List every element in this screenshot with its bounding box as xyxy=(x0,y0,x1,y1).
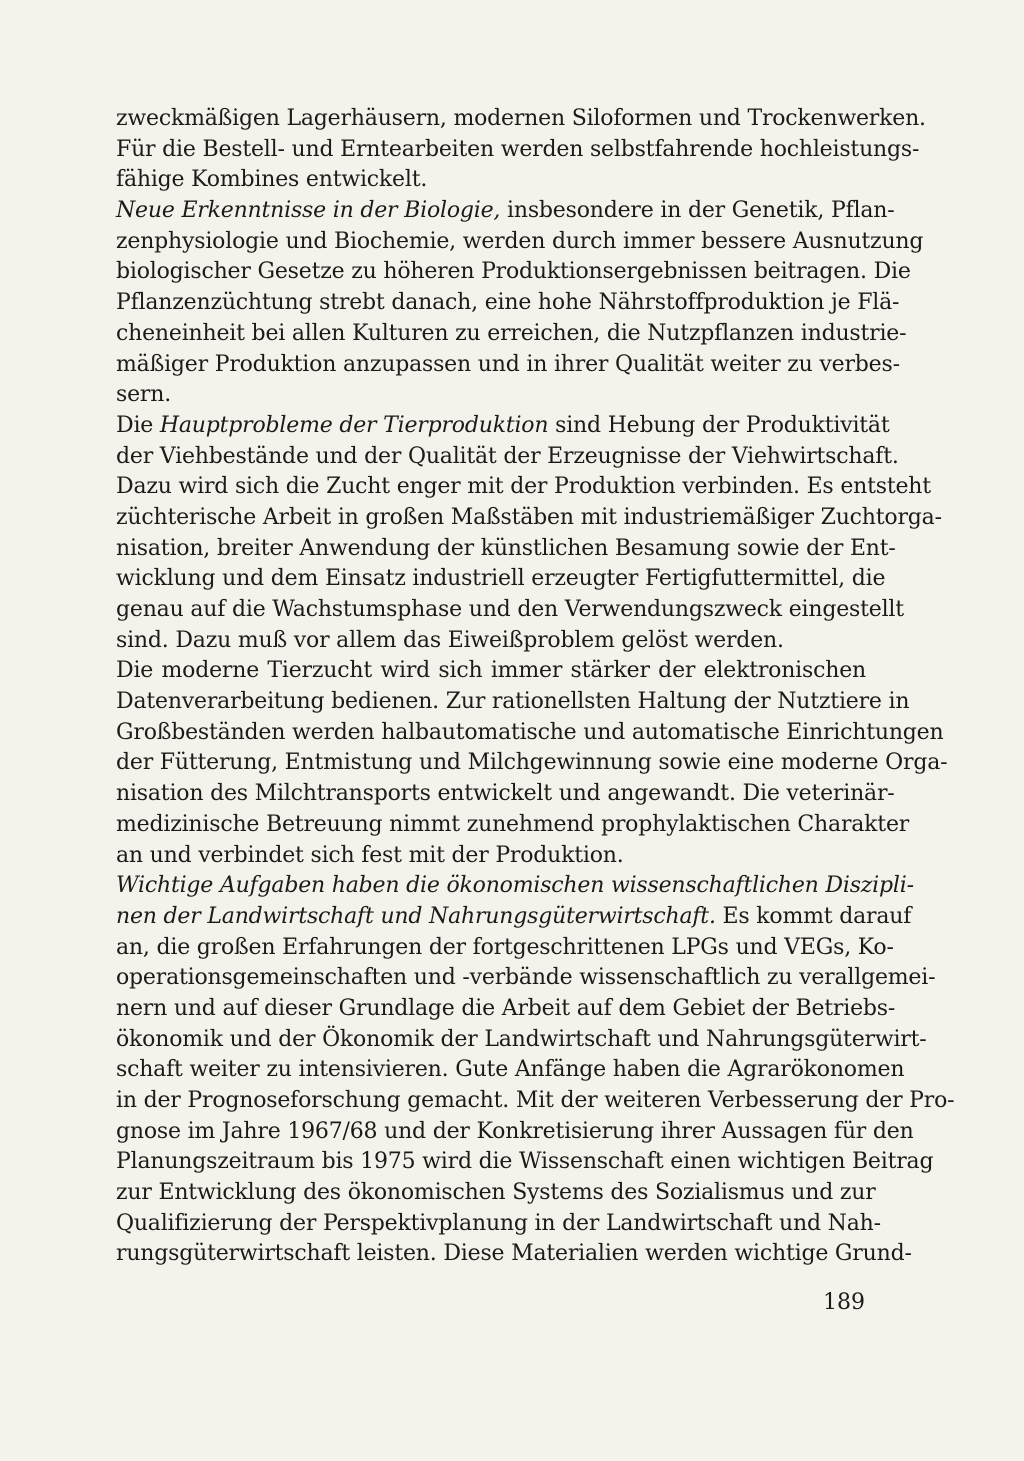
line-text: fähige Kombines entwickelt. xyxy=(116,167,428,193)
line-text: an und verbindet sich fest mit der Produktion. xyxy=(116,842,624,868)
line-text: der Viehbestände und der Qualität der Erzeugnisse der Viehwirtschaft. xyxy=(116,443,899,469)
line-prefix: Die xyxy=(116,412,160,438)
line-text: in der Prognoseforschung gemacht. Mit der weiteren Verbesserung der Pro- xyxy=(116,1088,955,1113)
text-line xyxy=(116,411,890,442)
text-line xyxy=(116,1055,905,1086)
page-number: 189 xyxy=(823,1290,865,1315)
line-text: zenphysiologie und Biochemie, werden durch immer bessere Ausnutzung xyxy=(116,228,924,254)
text-line xyxy=(116,963,936,994)
line-text: gnose im Jahre 1967/68 und der Konkretisierung ihrer Aussagen für den xyxy=(116,1118,914,1144)
text-line xyxy=(116,472,931,503)
text-line xyxy=(116,1209,881,1240)
text-line xyxy=(116,841,866,872)
text-line xyxy=(116,380,866,411)
text-line xyxy=(116,1178,876,1209)
text-line xyxy=(116,503,942,534)
line-text: sind Hebung der Produktivität xyxy=(548,412,890,438)
line-text: Qualifizierung der Perspektivplanung in der Landwirtschaft und Nah- xyxy=(116,1210,881,1236)
line-text: sern. xyxy=(116,382,171,408)
line-text: nisation des Milchtransports entwickelt und angewandt. Die veterinär- xyxy=(116,781,895,807)
line-text: rungsgüterwirtschaft leisten. Diese Materialien werden wichtige Grund- xyxy=(116,1241,912,1267)
emphasized-text: Neue Erkenntnisse in der Biologie, xyxy=(116,198,501,224)
line-text: schaft weiter zu intensivieren. Gute Anfänge haben die Agrarökonomen xyxy=(116,1057,905,1083)
text-line xyxy=(116,227,924,258)
text-line xyxy=(116,718,944,749)
line-text: Die moderne Tierzucht wird sich immer stärker der elektronischen xyxy=(116,658,866,684)
text-line xyxy=(116,656,866,687)
line-text: Es kommt darauf xyxy=(715,903,912,929)
text-line xyxy=(116,810,910,841)
text-line xyxy=(116,779,895,810)
line-text: Großbeständen werden halbautomatische und automatische Einrichtungen xyxy=(116,719,944,745)
line-text: Für die Bestell- und Erntearbeiten werden selbstfahrende hochleistungs- xyxy=(116,136,920,162)
text-line xyxy=(116,1239,912,1270)
line-text: Pflanzenzüchtung strebt danach, eine hohe Nährstoffproduktion je Flä- xyxy=(116,290,900,316)
line-text: ökonomik und der Ökonomik der Landwirtschaft und Nahrungsgüterwirt- xyxy=(116,1026,927,1052)
text-line xyxy=(116,288,900,319)
line-text: cheneinheit bei allen Kulturen zu erreichen, die Nutzpflanzen industrie- xyxy=(116,320,907,346)
text-line xyxy=(116,1025,927,1056)
line-text: operationsgemeinschaften und -verbände wissenschaftlich zu verallgemei- xyxy=(116,965,936,991)
text-line xyxy=(116,534,896,565)
line-text: nisation, breiter Anwendung der künstlichen Besamung sowie der Ent- xyxy=(116,535,896,561)
text-line xyxy=(116,871,914,902)
text-line xyxy=(116,319,907,350)
text-line xyxy=(116,902,912,933)
text-line xyxy=(116,104,926,135)
text-line xyxy=(116,1147,934,1178)
text-line xyxy=(116,442,899,473)
line-text: Datenverarbeitung bedienen. Zur rationellsten Haltung der Nutztiere in xyxy=(116,689,910,715)
line-text: biologischer Gesetze zu höheren Produktionsergebnissen beitragen. Die xyxy=(116,259,911,285)
text-line xyxy=(116,135,920,166)
line-text: an, die großen Erfahrungen der fortgeschrittenen LPGs und VEGs, Ko- xyxy=(116,934,894,960)
text-line xyxy=(116,1086,955,1117)
line-text: genau auf die Wachstumsphase und den Verwendungszweck eingestellt xyxy=(116,597,904,622)
line-text: zur Entwicklung des ökonomischen Systems des Sozialismus und zur xyxy=(116,1180,876,1206)
text-line xyxy=(116,257,911,288)
text-line xyxy=(116,1117,914,1148)
emphasized-text: nen der Landwirtschaft und Nahrungsgüterwirtschaft. xyxy=(116,903,716,929)
text-line xyxy=(116,595,904,626)
text-line xyxy=(116,748,948,779)
line-text: der Fütterung, Entmistung und Milchgewinnung sowie eine moderne Orga- xyxy=(116,750,948,776)
text-line xyxy=(116,564,886,595)
line-text: medizinische Betreuung nimmt zunehmend prophylaktischen Charakter xyxy=(116,811,910,837)
text-line xyxy=(116,933,894,964)
line-text: nern und auf dieser Grundlage die Arbeit auf dem Gebiet der Betriebs- xyxy=(116,995,896,1021)
text-line xyxy=(116,350,900,381)
line-text: mäßiger Produktion anzupassen und in ihrer Qualität weiter zu verbes- xyxy=(116,351,900,377)
line-text: wicklung und dem Einsatz industriell erzeugter Fertigfuttermittel, die xyxy=(116,566,886,592)
text-line xyxy=(116,626,866,657)
line-text: insbesondere in der Genetik, Pflan- xyxy=(500,198,895,224)
emphasized-text: Hauptprobleme der Tierproduktion xyxy=(159,412,549,438)
line-text: züchterische Arbeit in großen Maßstäben mit industriemäßiger Zuchtorga- xyxy=(116,504,942,530)
emphasized-text: Wichtige Aufgaben haben die ökonomischen wissenschaftlichen Diszipli- xyxy=(116,873,914,899)
line-text: zweckmäßigen Lagerhäusern, modernen Siloformen und Trockenwerken. xyxy=(116,106,926,131)
text-line xyxy=(116,196,895,227)
line-text: sind. Dazu muß vor allem das Eiweißproblem gelöst werden. xyxy=(116,627,784,653)
text-line xyxy=(116,165,866,196)
body-text xyxy=(116,104,955,1270)
text-line xyxy=(116,687,910,718)
text-line xyxy=(116,994,896,1025)
line-text: Planungszeitraum bis 1975 wird die Wissenschaft einen wichtigen Beitrag xyxy=(116,1149,934,1175)
line-text: Dazu wird sich die Zucht enger mit der Produktion verbinden. Es entsteht xyxy=(116,474,931,500)
